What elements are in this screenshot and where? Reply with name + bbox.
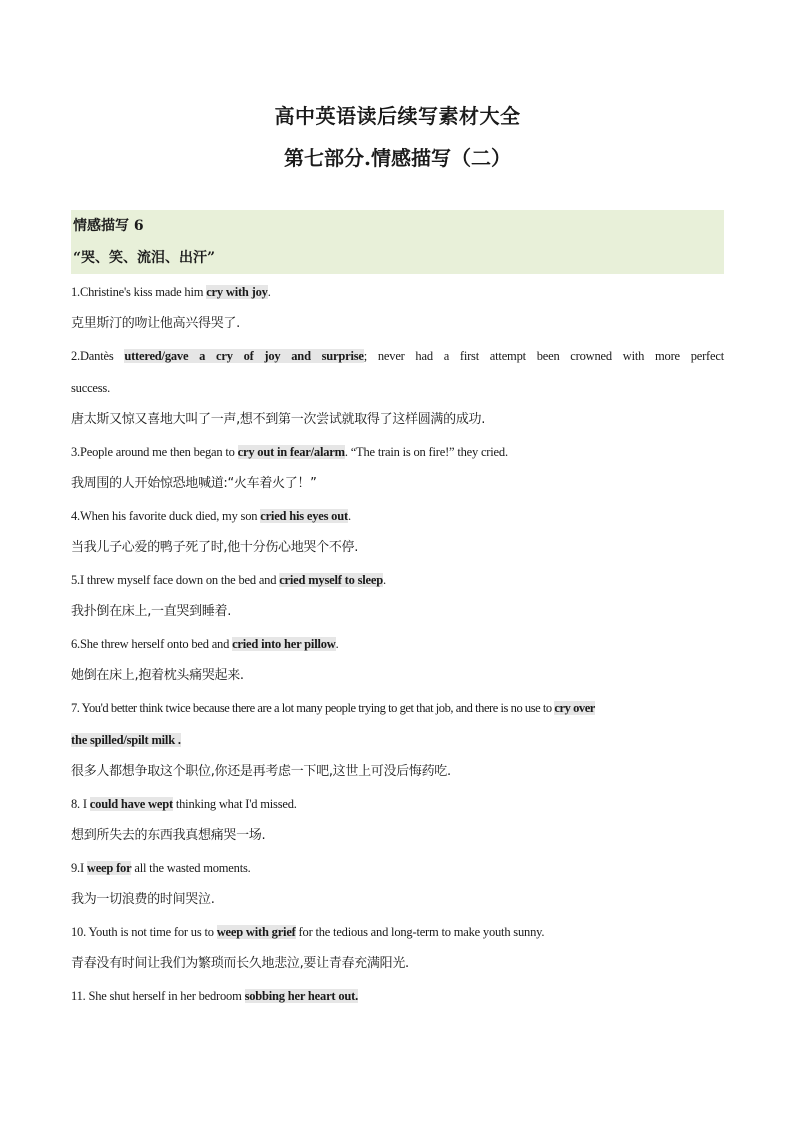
highlight-phrase: weep for [86, 861, 132, 875]
entry-2-english: 2.Dantès uttered/gave a cry of joy and surprise; never had a first attempt been crowned with more perfect [71, 349, 724, 363]
entry-7-english-cont [71, 724, 724, 756]
entry-1-chinese: 克里斯汀的吻让他高兴得哭了. [71, 316, 240, 331]
entry-2-chinese: 唐太斯又惊又喜地大叫了一声,想不到第一次尝试就取得了这样圆满的成功. [71, 412, 486, 427]
entry-9-chinese: 我为一切浪费的时间哭泣. [71, 892, 215, 907]
highlight-phrase: cried myself to sleep [279, 573, 383, 587]
entry-3-english: 3.People around me then began to cry out in fear/alarm. “The train is on fire!” they cried. [71, 445, 508, 459]
entry-2-english-cont: success. [71, 381, 111, 395]
title-block [71, 100, 724, 174]
entry-4-chinese: 当我儿子心爱的鸭子死了时,他十分伤心地哭个不停. [71, 540, 359, 555]
entry-4-english: 4.When his favorite duck died, my son cried his eyes out. [71, 509, 351, 523]
entry-5-english: 5.I threw myself face down on the bed and cried myself to sleep. [71, 573, 386, 587]
highlight-phrase: weep with grief [216, 925, 296, 939]
highlight-phrase: the spilled/spilt milk . [71, 733, 181, 747]
entry-10-chinese: 青春没有时间让我们为繁琐而长久地悲泣,要让青春充满阳光. [71, 956, 409, 971]
entry-8-chinese: 想到所失去的东西我真想痛哭一场. [71, 828, 266, 843]
entry-9-english: 9.I weep for all the wasted moments. [71, 861, 251, 875]
entry-6-chinese: 她倒在床上,抱着枕头痛哭起来. [71, 668, 244, 683]
section-header [71, 210, 724, 274]
section-heading: 情感描写 6 [73, 218, 144, 234]
entry-3-chinese: 我周围的人开始惊恐地喊道:“火车着火了！” [71, 476, 317, 491]
document-subtitle: 第七部分.情感描写（二） [284, 146, 511, 170]
highlight-phrase: cry over [554, 701, 595, 715]
entry-8-english: 8. I could have wept thinking what I'd missed. [71, 797, 297, 811]
entry-7-chinese: 很多人都想争取这个职位,你还是再考虑一下吧,这世上可没后悔药吃. [71, 764, 451, 779]
entry-list [71, 276, 724, 1012]
entry-7-english: 7. You'd better think twice because there are a lot many people trying to get that job, and there is no use to cry over [71, 701, 595, 715]
entry-5-chinese: 我扑倒在床上,一直哭到睡着. [71, 604, 232, 619]
entry-11-english: 11. She shut herself in her bedroom sobbing her heart out. [71, 989, 359, 1003]
highlight-phrase: cried into her pillow [232, 637, 336, 651]
highlight-phrase: cried his eyes out [260, 509, 348, 523]
highlight-phrase: cry out in fear/alarm [237, 445, 345, 459]
document-title: 高中英语读后续写素材大全 [274, 104, 521, 128]
highlight-phrase: cry with joy [206, 285, 268, 299]
highlight-phrase: could have wept [89, 797, 173, 811]
entry-6-english: 6.She threw herself onto bed and cried into her pillow. [71, 637, 339, 651]
highlight-phrase: sobbing her heart out. [244, 989, 359, 1003]
entry-10-english: 10. Youth is not time for us to weep with grief for the tedious and long-term to make youth sunny. [71, 925, 545, 939]
section-topic: “哭、笑、流泪、出汗” [73, 250, 216, 266]
entry-1-english: 1.Christine's kiss made him cry with joy. [71, 285, 271, 299]
highlight-phrase: uttered/gave a cry of joy and surprise [124, 349, 364, 363]
